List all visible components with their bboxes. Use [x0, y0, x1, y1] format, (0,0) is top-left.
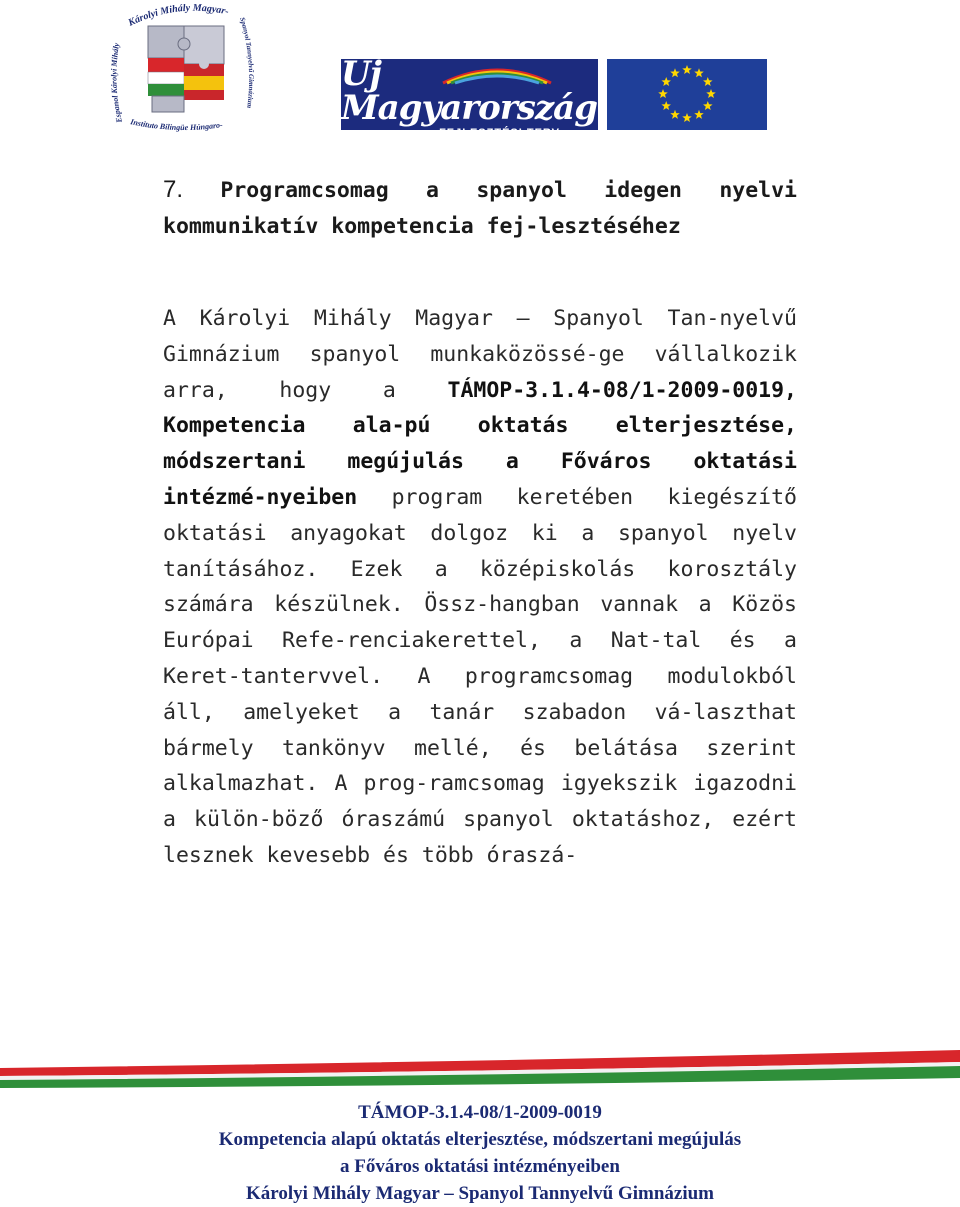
- footer-school-name: Károlyi Mihály Magyar – Spanyol Tannyelvű Gimnázium: [245, 1183, 715, 1204]
- program-logo-subtitle: FEJLESZTÉSI TERV: [439, 126, 560, 139]
- eu-star-icon: [682, 113, 692, 122]
- school-logo-text-top: Károlyi Mihály Magyar-: [126, 4, 230, 29]
- svg-text:Instituto Bilingüe Húngaro-: [129, 117, 224, 132]
- school-logo-text-left: Espanol Károlyi Mihály: [109, 42, 124, 124]
- svg-text:Spanyol Tannyelvű Gimnázium: [238, 16, 255, 109]
- paragraph-text-1: A Károlyi Mihály Magyar – Spanyol Tan-nyelvű Gimnázium spanyol munkaközössé-ge vállalkozik arra, hogy a: [163, 306, 797, 403]
- eu-star-icon: [670, 68, 680, 77]
- footer-project-title: Kompetencia alapú oktatás elterjesztése, módszertani megújulás: [218, 1129, 742, 1150]
- eu-star-icon: [703, 77, 713, 86]
- school-logo-text-bottom: Instituto Bilingüe Húngaro-: [129, 117, 224, 133]
- uj-magyarorszag-logo: [341, 53, 598, 139]
- school-logo-text-right: Spanyol Tannyelvű Gimnázium: [238, 16, 256, 109]
- program-logo-title: Új Magyarország: [341, 53, 597, 128]
- eu-star-icon: [703, 101, 713, 110]
- eu-star-icon: [670, 110, 680, 119]
- eu-star-icon: [694, 68, 704, 77]
- puzzle-icon: [148, 26, 224, 112]
- footer-stripes: [0, 1048, 960, 1100]
- eu-star-icon: [661, 77, 671, 86]
- school-logo: [108, 4, 258, 134]
- eu-flag-icon: [607, 59, 767, 130]
- eu-star-icon: [661, 101, 671, 110]
- eu-star-icon: [706, 89, 716, 98]
- paragraph-text-2: program keretében kiegészítő oktatási anyagokat dolgoz ki a spanyol nyelv tanításához. Ezek a középiskolás korosztály számára készülnek. Össz-hangban vannak a Közös Európai Refe-renciakerettel, a Nat-tal és a Keret-tantervvel. A programcsomag modulokból áll, amelyeket a tanár szabadon vá-laszthat bármely tankönyv mellé, és belátása szerint alkalmazhat. A prog-ramcsomag igyekszik igazodni a külön-böző óraszámú spanyol oktatáshoz, ezért lesznek kevesebb és több óraszá-: [163, 484, 797, 868]
- eu-star-icon: [658, 89, 668, 98]
- svg-text:Espanol Károlyi Mihály: [109, 42, 124, 125]
- footer: [0, 1099, 960, 1207]
- eu-star-icon: [682, 65, 692, 74]
- section-title: Programcsomag a spanyol idegen nyelvi kommunikatív kompetencia fej-lesztéséhez: [163, 178, 797, 239]
- svg-text:Károlyi Mihály Magyar-: [126, 4, 230, 29]
- project-title: TÁMOP-3.1.4-08/1-2009-0019, Kompetencia ala-pú oktatás elterjesztése, módszertani megújulás a Főváros oktatási intézmé-nyeiben: [163, 377, 797, 510]
- section-heading: [163, 172, 797, 245]
- footer-project-code: TÁMOP-3.1.4-08/1-2009-0019: [358, 1102, 602, 1123]
- eu-star-icon: [694, 110, 704, 119]
- document-body: [163, 172, 797, 874]
- rainbow-arc-icon: [437, 63, 557, 85]
- body-paragraph: [163, 301, 797, 874]
- section-number: 7.: [163, 176, 184, 203]
- footer-project-title-cont: a Főváros oktatási intézményeiben: [340, 1156, 620, 1177]
